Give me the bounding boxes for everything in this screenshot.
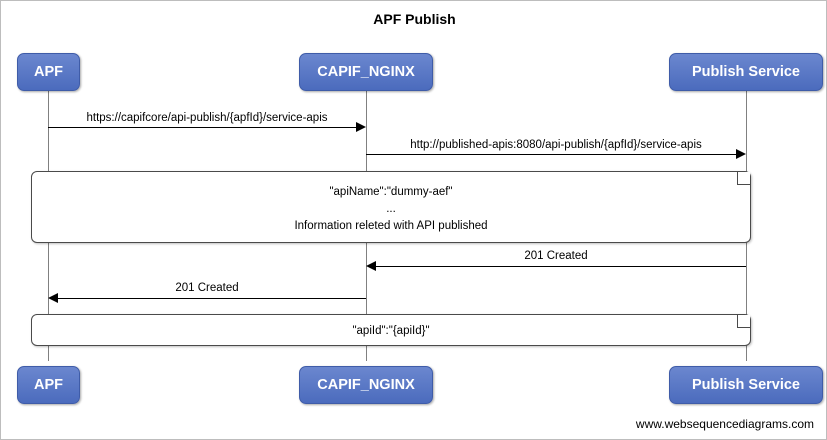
note-body [32, 172, 750, 235]
footer-credit: www.websequencediagrams.com [635, 417, 814, 431]
message-arrow-2 [366, 154, 736, 155]
arrow-head-left-3 [366, 261, 376, 271]
actor-apf-top[interactable] [17, 53, 80, 91]
message-label-4: 201 Created [175, 282, 239, 294]
actor-apf-bottom[interactable] [17, 366, 80, 404]
diagram-title: APF Publish [373, 11, 456, 27]
message-arrow-3 [376, 266, 746, 267]
message-label-3: 201 Created [524, 250, 588, 262]
actor-capif-nginx-bottom[interactable] [299, 366, 433, 404]
note-api-id [31, 314, 751, 346]
note-line: Information releted with API published [294, 220, 488, 232]
note-line: "apiId":"{apiId}" [352, 325, 430, 337]
note-api-information [31, 171, 751, 243]
actor-label: APF [34, 377, 63, 393]
actor-label: Publish Service [692, 64, 800, 80]
actor-label: CAPIF_NGINX [317, 377, 415, 393]
note-fold-icon [737, 172, 750, 185]
arrow-head-left-4 [48, 293, 58, 303]
actor-label: Publish Service [692, 377, 800, 393]
actor-capif-nginx-top[interactable] [299, 53, 433, 91]
message-label-2: http://published-apis:8080/api-publish/{apfId}/service-apis [410, 139, 702, 151]
actor-label: APF [34, 64, 63, 80]
message-arrow-4 [58, 298, 366, 299]
message-arrow-1 [48, 127, 356, 128]
note-line: "apiName":"dummy-aef" [329, 186, 453, 198]
arrow-head-right-2 [736, 149, 746, 159]
actor-publish-service-top[interactable] [669, 53, 823, 91]
actor-label: CAPIF_NGINX [317, 64, 415, 80]
message-label-1: https://capifcore/api-publish/{apfId}/service-apis [86, 112, 328, 124]
actor-publish-service-bottom[interactable] [669, 366, 823, 404]
arrow-head-right-1 [356, 122, 366, 132]
note-line: ... [386, 203, 396, 215]
